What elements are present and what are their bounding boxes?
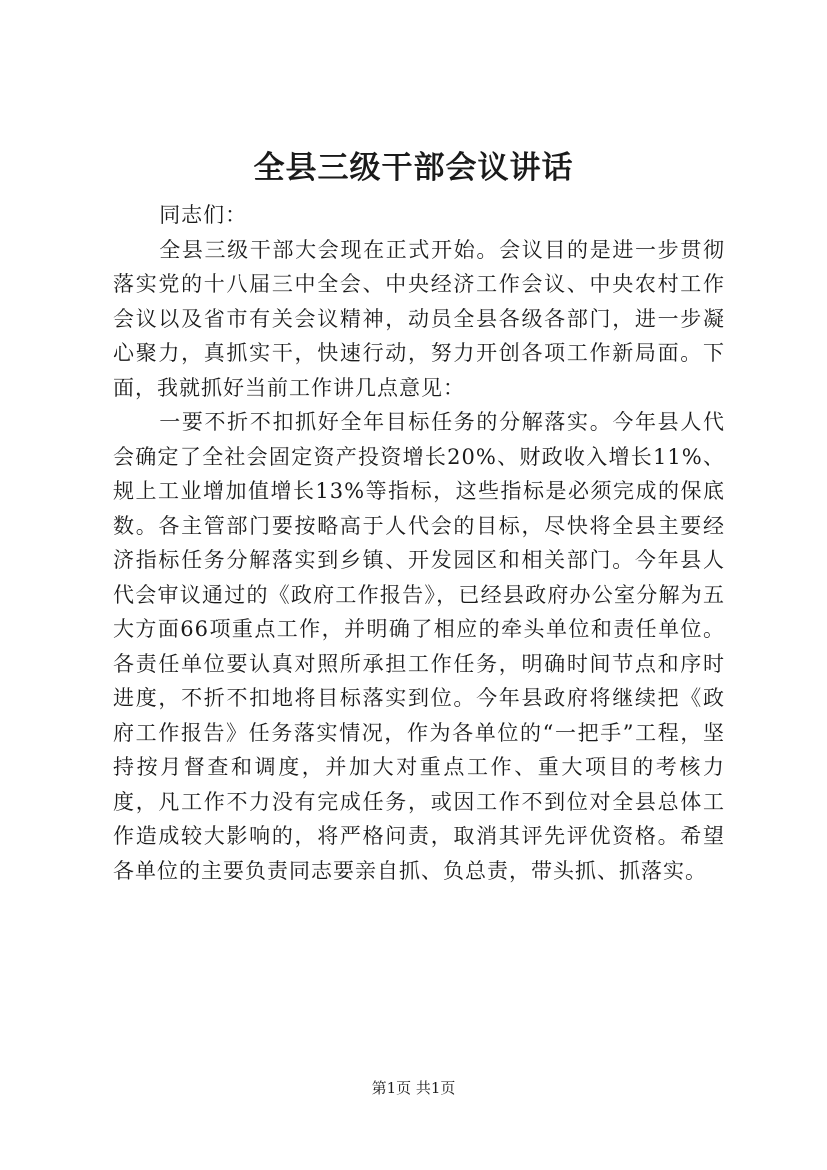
document-body — [113, 198, 725, 888]
paragraph-2: 一要不折不扣抓好全年目标任务的分解落实。今年县人代会确定了全社会固定资产投资增长20%、财政收入增长11%、规上工业增加值增长13%等指标，这些指标是必须完成的保底数。各主管部门要按略高于人代会的目标，尽快将全县主要经济指标任务分解落实到乡镇、开发园区和相关部门。今年县人代会审议通过的《政府工作报告》，已经县政府办公室分解为五大方面66项重点工作，并明确了相应的牵头单位和责任单位。各责任单位要认真对照所承担工作任务，明确时间节点和序时进度，不折不扣地将目标落实到位。今年县政府将继续把《政府工作报告》任务落实情况，作为各单位的“一把手”工程，坚持按月督查和调度，并加大对重点工作、重大项目的考核力度，凡工作不力没有完成任务，或因工作不到位对全县总体工作造成较大影响的，将严格问责，取消其评先评优资格。希望各单位的主要负责同志要亲自抓、负总责，带头抓、抓落实。 — [113, 410, 725, 883]
paragraph-1: 全县三级干部大会现在正式开始。会议目的是进一步贯彻落实党的十八届三中全会、中央经济工作会议、中央农村工作会议以及省市有关会议精神，动员全县各级各部门，进一步凝心聚力，真抓实干，快速行动，努力开创各项工作新局面。下面，我就抓好当前工作讲几点意见： — [113, 237, 725, 400]
greeting: 同志们： — [159, 203, 248, 227]
page-footer — [0, 1078, 827, 1098]
document-title: 全县三级干部会议讲话 — [253, 150, 574, 186]
page-number-label: 第1页 共1页 — [371, 1079, 456, 1097]
